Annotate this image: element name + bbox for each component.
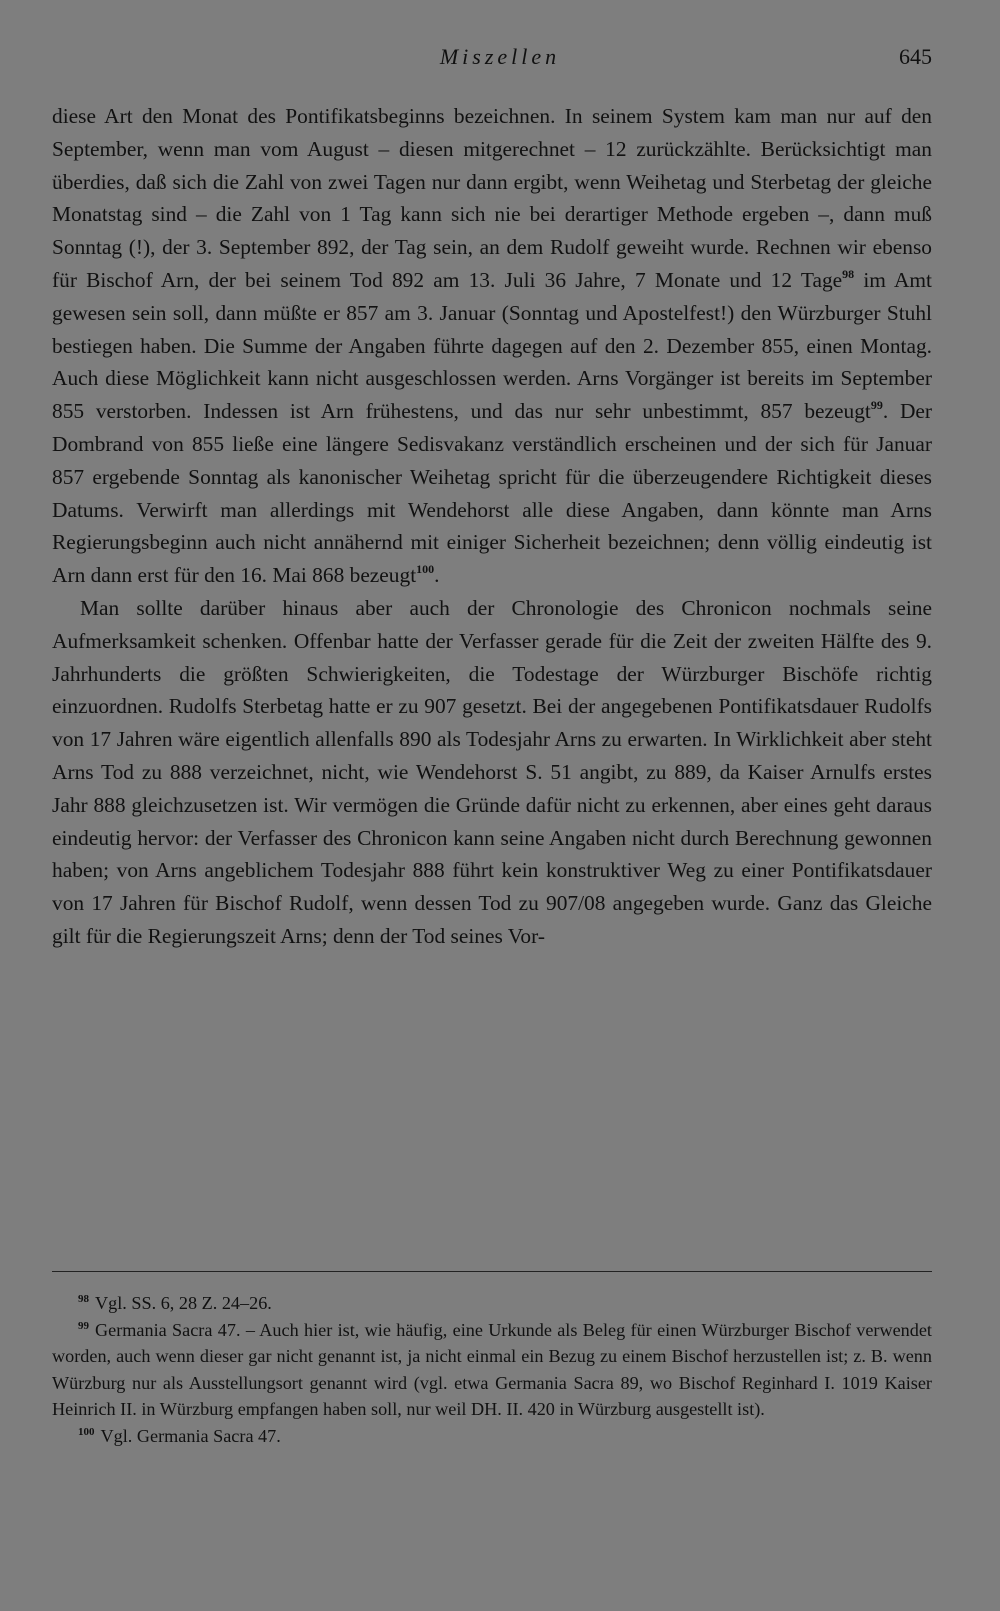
running-head <box>0 44 1000 78</box>
footnote-text: Germania Sacra 47. – Auch hier ist, wie häufig, eine Urkunde als Beleg für einen Würzburger Bischof verwendet worden, auch wenn dieser gar nicht genannt ist, ja nicht einmal ein Bezug zu einem Bischof herzustellen ist; z. B. wenn Würzburg nur als Ausstellungsort genannt wird (vgl. etwa Germania Sacra 89, wo Bischof Reginhard I. 1019 Kaiser Heinrich II. in Würzburg empfangen haben soll, nur weil DH. II. 420 in Würzburg ausgestellt ist). <box>52 1319 932 1420</box>
footnotes <box>52 1290 932 1450</box>
footnote-marker: 100 <box>78 1425 95 1438</box>
footnote-separator <box>52 1271 932 1272</box>
paragraph-1 <box>52 100 932 592</box>
running-title: Miszellen <box>439 44 561 69</box>
footnote-99 <box>52 1317 932 1423</box>
footnote-marker: 98 <box>78 1293 89 1305</box>
page-number: 645 <box>899 44 932 69</box>
footnote-98 <box>52 1290 932 1317</box>
paragraph-1-part-a: diese Art den Monat des Pontifikatsbeginns bezeichnen. In seinem System kam man nur auf den September, wenn man vom August – diesen mitgerechnet – 12 zurückzählte. Berücksichtigt man überdies, daß sich die Zahl von zwei Tagen nur dann ergibt, wenn Weihetag und Sterbetag der gleiche Monatstag sind – die Zahl von 1 Tag kann sich nie bei derartiger Methode ergeben –, dann muß Sonntag (!), der 3. September 892, der Tag sein, an dem Rudolf geweiht wurde. Rechnen wir ebenso für Bischof Arn, der bei seinem Tod 892 am 13. Juli 36 Jahre, 7 Monate und 12 Tage <box>52 104 932 292</box>
footnote-ref-98[interactable]: 98 <box>842 266 855 281</box>
footnote-ref-100[interactable]: 100 <box>416 562 435 577</box>
footnote-text: Vgl. Germania Sacra 47. <box>100 1425 281 1446</box>
paragraph-1-part-c: . Der Dombrand von 855 ließe eine längere Sedisvakanz verständlich erscheinen und der sich für Januar 857 ergebende Sonntag als kanonischer Weihetag spricht für die überzeugendere Richtigkeit dieses Datums. Verwirft man allerdings mit Wendehorst alle diese Angaben, dann könnte man Arns Regierungsbeginn auch nicht annähernd mit einiger Sicherheit bezeichnen; denn völlig eindeutig ist Arn dann erst für den 16. Mai 868 bezeugt <box>52 399 933 588</box>
paragraph-2: Man sollte darüber hinaus aber auch der Chronologie des Chronicon nochmals seine Aufmerksamkeit schenken. Offenbar hatte der Verfasser gerade für die Zeit der zweiten Hälfte des 9. Jahrhunderts die größten Schwierigkeiten, die Todestage der Würzburger Bischöfe richtig einzuordnen. Rudolfs Sterbetag hatte er zu 907 gesetzt. Bei der angegebenen Pontifikatsdauer Rudolfs von 17 Jahren wäre eigentlich allenfalls 890 als Todesjahr Arns zu erwarten. In Wirklichkeit aber steht Arns Tod zu 888 verzeichnet, nicht, wie Wendehorst S. 51 angibt, zu 889, da Kaiser Arnulfs erstes Jahr 888 gleichzusetzen ist. Wir vermögen die Gründe dafür nicht zu erkennen, aber eines geht daraus eindeutig hervor: der Verfasser des Chronicon kann seine Angaben nicht durch Berechnung gewonnen haben; von Arns angeblichem Todesjahr 888 führt kein konstruktiver Weg zu einer Pontifikatsdauer von 17 Jahren für Bischof Rudolf, wenn dessen Tod zu 907/08 angegeben wurde. Ganz das Gleiche gilt für die Regierungszeit Arns; denn der Tod seines Vor- <box>52 595 932 948</box>
footnote-ref-99[interactable]: 99 <box>870 398 883 413</box>
footnote-100 <box>52 1423 932 1450</box>
paragraph-1-part-b: im Amt gewesen sein soll, dann müßte er 857 am 3. Januar (Sonntag und Apostelfest!) den Würzburger Stuhl bestiegen haben. Die Summe der Angaben führte dagegen auf den 2. Dezember 855, einen Montag. Auch diese Möglichkeit kann nicht ausgeschlossen werden. Arns Vorgänger ist bereits im September 855 verstorben. Indessen ist Arn frühestens, und das nur sehr unbestimmt, 857 bezeugt <box>52 267 932 424</box>
footnote-text: Vgl. SS. 6, 28 Z. 24–26. <box>95 1293 272 1313</box>
body-text <box>52 100 932 953</box>
footnote-marker: 99 <box>78 1319 89 1332</box>
paragraph-1-part-d: . <box>434 563 440 588</box>
